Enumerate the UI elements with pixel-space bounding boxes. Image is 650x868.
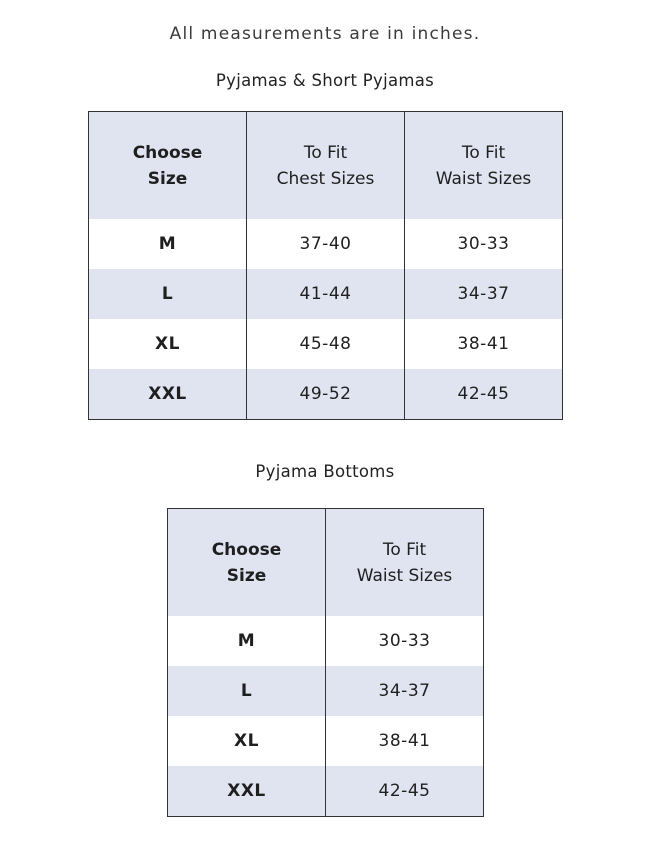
chest-cell: 45-48 xyxy=(247,319,405,369)
waist-cell: 38-41 xyxy=(326,716,484,766)
waist-cell: 38-41 xyxy=(405,319,563,369)
waist-cell: 42-45 xyxy=(405,369,563,420)
waist-cell: 34-37 xyxy=(405,269,563,319)
waist-cell: 42-45 xyxy=(326,766,484,817)
chest-cell: 37-40 xyxy=(247,219,405,269)
chest-cell: 49-52 xyxy=(247,369,405,420)
size-cell: M xyxy=(168,616,326,666)
size-cell: XL xyxy=(89,319,247,369)
header-line: To Fit xyxy=(303,142,348,163)
table-row xyxy=(168,716,484,766)
header-line: Size xyxy=(147,168,188,189)
size-cell: XXL xyxy=(89,369,247,420)
header-line: Choose xyxy=(132,142,203,163)
table-row xyxy=(89,369,563,420)
table-row xyxy=(168,766,484,817)
header-waist-sizes xyxy=(326,509,484,617)
section-title-pyjamas: Pyjamas & Short Pyjamas xyxy=(215,71,435,90)
header-waist-sizes xyxy=(405,112,563,220)
header-line: To Fit xyxy=(382,539,427,560)
header-line: To Fit xyxy=(461,142,506,163)
size-cell: XL xyxy=(168,716,326,766)
header-line: Choose xyxy=(211,539,282,560)
header-line: Waist Sizes xyxy=(435,168,532,189)
table-row xyxy=(168,666,484,716)
header-choose-size xyxy=(168,509,326,617)
size-cell: L xyxy=(89,269,247,319)
chest-cell: 41-44 xyxy=(247,269,405,319)
size-cell: L xyxy=(168,666,326,716)
header-chest-sizes xyxy=(247,112,405,220)
size-cell: XXL xyxy=(168,766,326,817)
table-header-row xyxy=(89,112,563,220)
measurement-note: All measurements are in inches. xyxy=(169,24,481,44)
table-row xyxy=(89,269,563,319)
section-title-bottoms: Pyjama Bottoms xyxy=(255,462,395,481)
table-row xyxy=(89,319,563,369)
header-choose-size xyxy=(89,112,247,220)
header-line: Waist Sizes xyxy=(356,565,453,586)
size-table-bottoms xyxy=(167,508,484,817)
table-row xyxy=(168,616,484,666)
header-line: Chest Sizes xyxy=(276,168,375,189)
waist-cell: 30-33 xyxy=(405,219,563,269)
table-header-row xyxy=(168,509,484,617)
waist-cell: 34-37 xyxy=(326,666,484,716)
size-table-pyjamas xyxy=(88,111,563,420)
table-row xyxy=(89,219,563,269)
header-line: Size xyxy=(226,565,267,586)
size-cell: M xyxy=(89,219,247,269)
waist-cell: 30-33 xyxy=(326,616,484,666)
